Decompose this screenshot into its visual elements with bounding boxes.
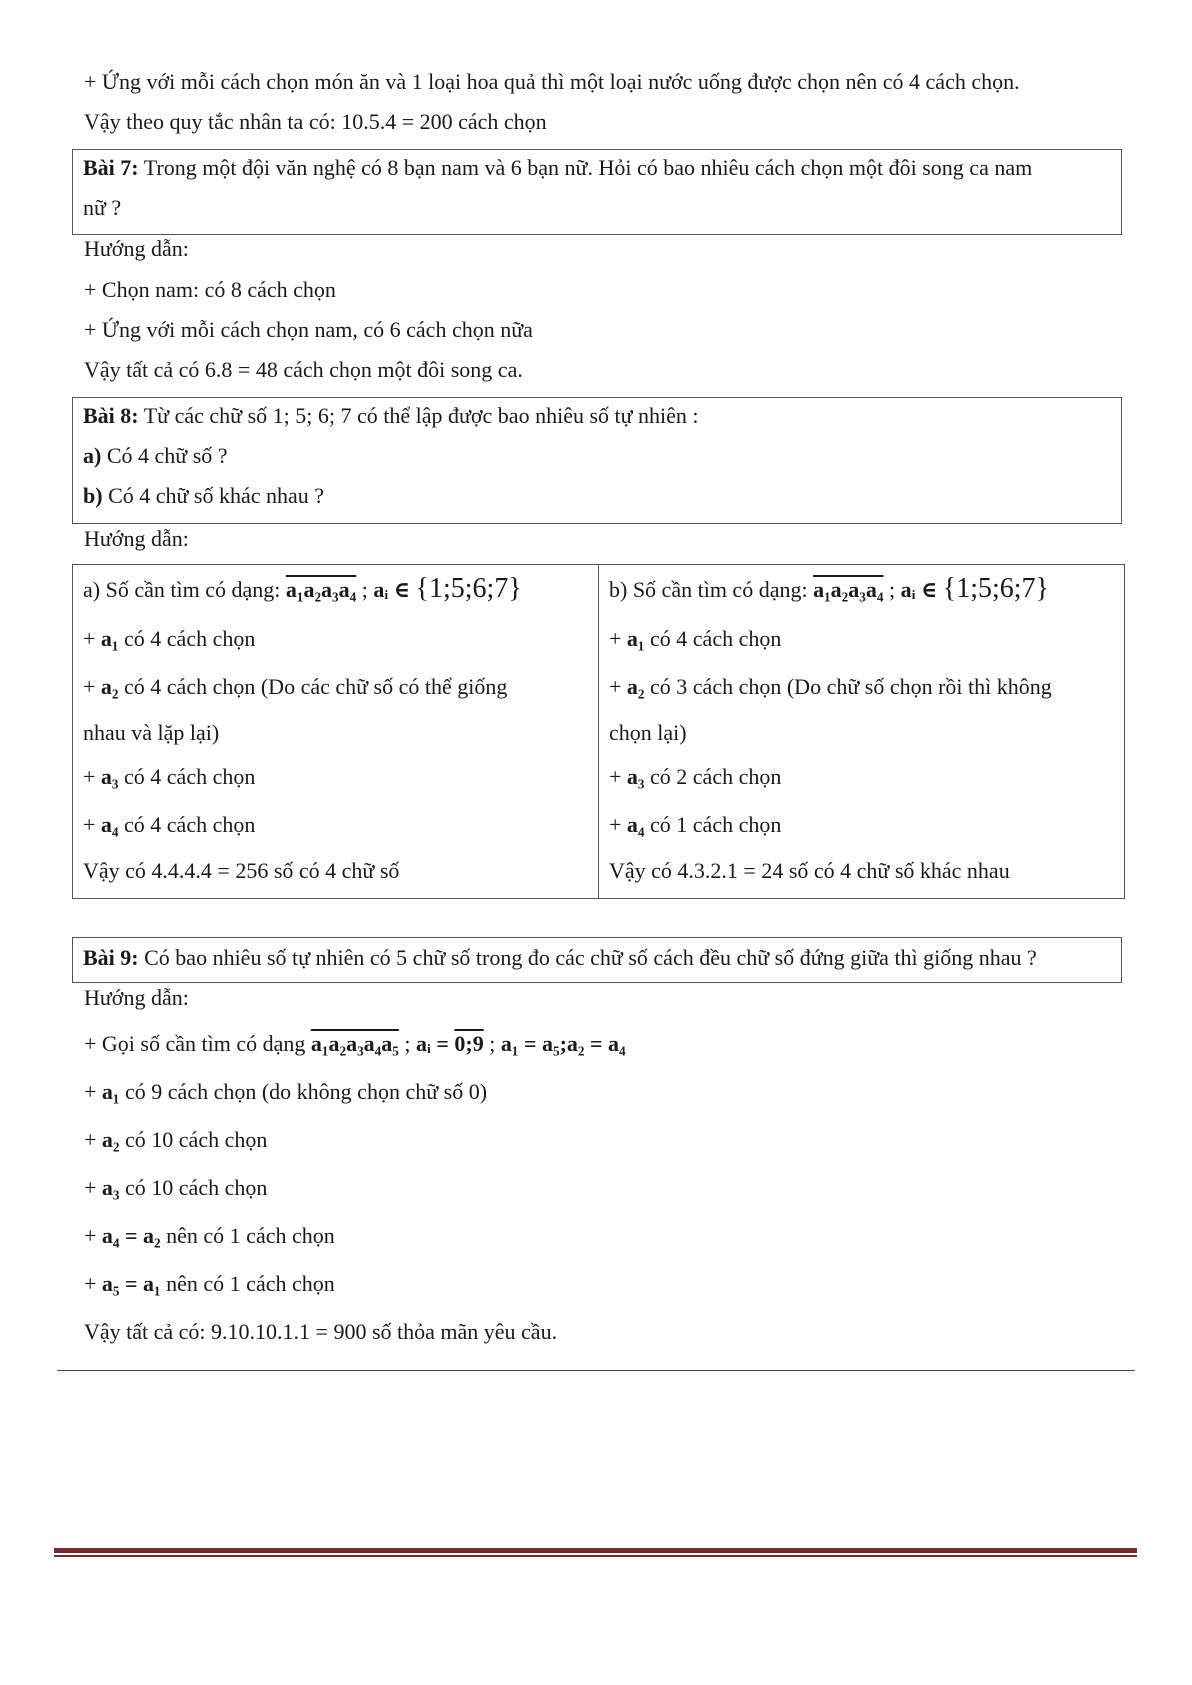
exercise-7-statement: [83, 154, 1032, 182]
footer-rule-thin: [54, 1555, 1137, 1557]
divider: [57, 1370, 1135, 1371]
exercise-text: Trong một đội văn nghệ có 8 bạn nam và 6 bạn nữ. Hỏi có bao nhiêu cách chọn một đôi song ca nam: [138, 155, 1033, 180]
guide-step: + Ứng với mỗi cách chọn nam, có 6 cách chọn nữa: [84, 317, 533, 342]
variable: a₃: [626, 764, 645, 789]
guide-step: + Chọn nam: có 8 cách chọn: [84, 277, 336, 302]
digit-range: 0;9: [454, 1031, 484, 1056]
text-line: Vậy theo quy tắc nhân ta có: 10.5.4 = 200 cách chọn: [84, 109, 547, 134]
step-text: nên có 1 cách chọn: [160, 1223, 335, 1248]
part-label: b): [83, 483, 103, 508]
exercise-label: Bài 7:: [83, 155, 139, 180]
exercise-8-part-a: [83, 442, 228, 470]
variable: a₂: [101, 1127, 120, 1152]
step-line: + a₁ có 4 cách chọn: [83, 626, 256, 651]
step-line-cont: nhau và lặp lại): [83, 720, 220, 745]
step-line-cont: chọn lại): [609, 720, 687, 745]
form-line: + Gọi số cần tìm có dạng a₁a₂a₃a₄a₅ ; aᵢ = 0;9 ; a₁ = a₅;a₂ = a₄: [84, 1031, 626, 1056]
step-line: + a₃ có 10 cách chọn: [84, 1175, 268, 1200]
variable: a₂: [100, 674, 119, 699]
form-head: b) Số cần tìm có dạng:: [609, 577, 814, 602]
exercise-9-statement: [83, 944, 1037, 972]
step-text: có 9 cách chọn (do không chọn chữ số 0): [119, 1079, 488, 1104]
guide-title: Hướng dẫn:: [84, 526, 189, 551]
part-label: a): [83, 443, 102, 468]
form-line: b) Số cần tìm có dạng: a₁a₂a₃a₄ ; aᵢ ∈ {1;5;6;7}: [609, 573, 1049, 604]
step-line: + a₂ có 3 cách chọn (Do chữ số chọn rồi thì không: [609, 674, 1052, 699]
solution-cell-a: [73, 565, 599, 899]
variable: a₃: [100, 764, 119, 789]
step-text: có 4 cách chọn (Do các chữ số có thể giống: [118, 674, 508, 699]
condition-var: aᵢ ∈: [900, 577, 943, 602]
footer-rule: [54, 1548, 1137, 1553]
exercise-text: Từ các chữ số 1; 5; 6; 7 có thể lập được bao nhiêu số tự nhiên :: [138, 403, 699, 428]
solution-cell-b: [599, 565, 1125, 899]
step-line: + a₁ có 9 cách chọn (do không chọn chữ số 0): [84, 1079, 488, 1104]
guide-title: Hướng dẫn:: [84, 985, 189, 1010]
step-line: + a₄ có 1 cách chọn: [609, 812, 782, 837]
part-text: Có 4 chữ số ?: [101, 443, 228, 468]
step-text: có 10 cách chọn: [119, 1127, 268, 1152]
form-line: a) Số cần tìm có dạng: a₁a₂a₃a₄ ; aᵢ ∈ {1;5;6;7}: [83, 573, 522, 604]
number-form: a₁a₂a₃a₄: [813, 577, 884, 602]
step-text: có 4 cách chọn: [118, 626, 256, 651]
equality: a₁ = a₅;a₂ = a₄: [500, 1031, 626, 1056]
equation: a₅ = a₁: [101, 1271, 161, 1296]
number-form: a₁a₂a₃a₄a₅: [310, 1031, 399, 1056]
range-var: aᵢ =: [415, 1031, 455, 1056]
exercise-label: Bài 9:: [83, 945, 139, 970]
step-text: nên có 1 cách chọn: [160, 1271, 335, 1296]
condition-var: aᵢ ∈: [373, 577, 416, 602]
exercise-7-statement-cont: nữ ?: [83, 195, 122, 220]
step-line: + a₄ = a₂ nên có 1 cách chọn: [84, 1223, 335, 1248]
digit-set: {1;5;6;7}: [942, 573, 1049, 604]
part-text: Có 4 chữ số khác nhau ?: [102, 483, 325, 508]
step-line: + a₄ có 4 cách chọn: [83, 812, 256, 837]
number-form: a₁a₂a₃a₄: [285, 577, 357, 602]
step-text: có 4 cách chọn: [644, 626, 782, 651]
exercise-label: Bài 8:: [83, 403, 139, 428]
step-text: có 4 cách chọn: [118, 812, 256, 837]
form-head: a) Số cần tìm có dạng:: [83, 577, 286, 602]
exercise-8-part-b: [83, 482, 324, 510]
guide-conclusion: Vậy tất cả có 6.8 = 48 cách chọn một đôi song ca.: [84, 357, 523, 382]
variable: a₁: [100, 626, 119, 651]
variable: a₄: [626, 812, 645, 837]
exercise-8-box: [72, 397, 1122, 524]
digit-set: {1;5;6;7}: [415, 573, 522, 604]
step-text: có 3 cách chọn (Do chữ số chọn rồi thì không: [644, 674, 1052, 699]
guide-title: Hướng dẫn:: [84, 236, 189, 261]
exercise-text: Có bao nhiêu số tự nhiên có 5 chữ số trong đo các chữ số cách đều chữ số đứng giữa thì giống nhau ?: [138, 945, 1037, 970]
exercise-7-box: [72, 149, 1122, 235]
exercise-9-box: [72, 937, 1122, 983]
exercise-8-statement: [83, 402, 699, 430]
variable: a₁: [101, 1079, 120, 1104]
step-line: + a₂ có 10 cách chọn: [84, 1127, 268, 1152]
variable: a₁: [626, 626, 645, 651]
step-line: + a₃ có 2 cách chọn: [609, 764, 782, 789]
step-text: có 10 cách chọn: [119, 1175, 268, 1200]
variable: a₂: [626, 674, 645, 699]
text-line: + Ứng với mỗi cách chọn món ăn và 1 loại hoa quả thì một loại nước uống được chọn nên có 4 cách chọn.: [84, 69, 1020, 94]
conclusion: Vậy tất cả có: 9.10.10.1.1 = 900 số thỏa mãn yêu cầu.: [84, 1319, 558, 1344]
step-text: có 4 cách chọn: [118, 764, 256, 789]
step-line: + a₃ có 4 cách chọn: [83, 764, 256, 789]
solution-table: [72, 564, 1125, 899]
step-line: + a₁ có 4 cách chọn: [609, 626, 782, 651]
conclusion: Vậy có 4.4.4.4 = 256 số có 4 chữ số: [83, 858, 400, 883]
step-line: + a₂ có 4 cách chọn (Do các chữ số có thể giống: [83, 674, 508, 699]
variable: a₃: [101, 1175, 120, 1200]
variable: a₄: [100, 812, 119, 837]
equation: a₄ = a₂: [101, 1223, 161, 1248]
step-text: có 1 cách chọn: [644, 812, 782, 837]
step-text: có 2 cách chọn: [644, 764, 782, 789]
step-line: + a₅ = a₁ nên có 1 cách chọn: [84, 1271, 335, 1296]
conclusion: Vậy có 4.3.2.1 = 24 số có 4 chữ số khác nhau: [609, 858, 1010, 883]
form-head: + Gọi số cần tìm có dạng: [84, 1031, 311, 1056]
